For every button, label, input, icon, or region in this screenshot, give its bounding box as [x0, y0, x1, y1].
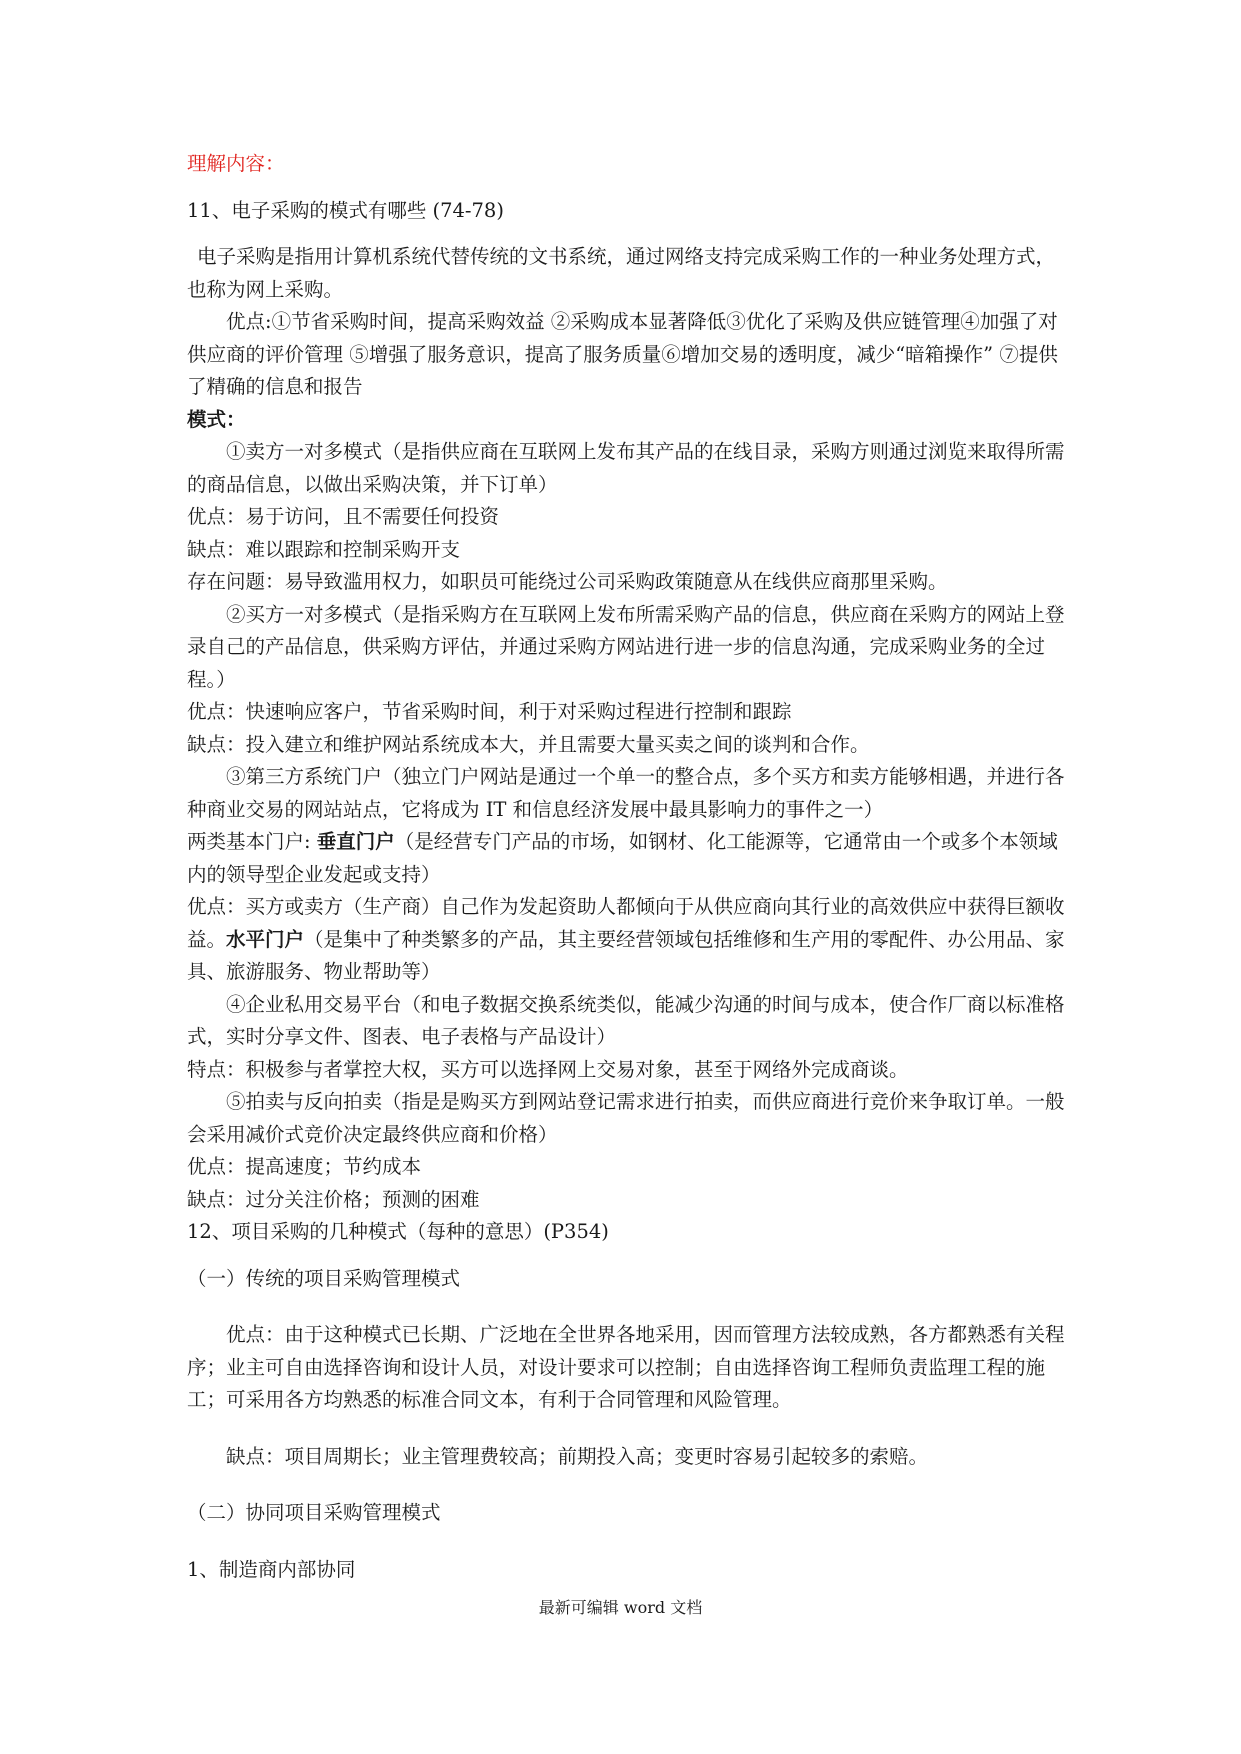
advantages-paragraph: 优点:①节省采购时间，提高采购效益 ②采购成本显著降低③优化了采购及供应链管理④加强了对供应商的评价管理 ⑤增强了服务意识，提高了服务质量⑥增加交易的透明度，减少“暗箱操作” ⑦提供了精确的信息和报告 — [187, 310, 1058, 398]
subsection-1: （一）传统的项目采购管理模式 — [187, 1266, 461, 1290]
vertical-portal-term: 垂直门户 — [316, 830, 395, 853]
mode-3-pros — [187, 891, 1067, 989]
mode-2: ②买方一对多模式（是指采购方在互联网上发布所需采购产品的信息，供应商在采购方的网站上登录自己的产品信息，供采购方评估，并通过采购方网站进行进一步的信息沟通，完成采购业务的全过程。） — [187, 602, 1065, 691]
mode-5-pros: 优点：提高速度；节约成本 — [187, 1155, 422, 1178]
subsection-1-cons: 缺点：项目周期长；业主管理费较高；前期投入高；变更时容易引起较多的索赔。 — [226, 1444, 929, 1468]
subsection-1-pros: 优点：由于这种模式已长期、广泛地在全世界各地采用，因而管理方法较成熟，各方都熟悉有关程序；业主可自由选择咨询和设计人员，对设计要求可以控制；自由选择咨询工程师负责监理工程的施工；可采用各方均熟悉的标准合同文本，有利于合同管理和风险管理。 — [187, 1323, 1065, 1411]
mode-2-pros: 优点：快速响应客户，节省采购时间，利于对采购过程进行控制和跟踪 — [187, 700, 792, 723]
page-footer: 最新可编辑 word 文档 — [538, 1598, 703, 1617]
mode-4-features: 特点：积极参与者掌控大权，买方可以选择网上交易对象，甚至于网络外完成商谈。 — [187, 1057, 909, 1081]
mode-1-cons: 缺点：难以跟踪和控制采购开支 — [187, 537, 461, 561]
intro-paragraph: 电子采购是指用计算机系统代替传统的文书系统，通过网络支持完成采购工作的一种业务处理方式，也称为网上采购。 — [187, 245, 1056, 301]
horizontal-portal-desc: （是集中了种类繁多的产品，其主要经营领域包括维修和生产用的零配件、办公用品、家具、旅游服务、物业帮助等） — [187, 927, 1065, 983]
portal-types-prefix: 两类基本门户: — [187, 830, 317, 853]
mode-5: ⑤拍卖与反向拍卖（指是是购买方到网站登记需求进行拍卖，而供应商进行竞价来争取订单。一般会采用减价式竞价决定最终供应商和价格） — [187, 1090, 1065, 1146]
question-12: 12、项目采购的几种模式（每种的意思）(P354) — [187, 1220, 609, 1243]
mode-5-cons: 缺点：过分关注价格；预测的困难 — [187, 1187, 480, 1211]
subsection-2: （二）协同项目采购管理模式 — [187, 1501, 441, 1524]
mode-3-portal-types — [187, 826, 1067, 891]
subsection-2-item-1: 1、制造商内部协同 — [187, 1557, 356, 1581]
mode-1: ①卖方一对多模式（是指供应商在互联网上发布其产品的在线目录，采购方则通过浏览来取得所需的商品信息，以做出采购决策，并下订单） — [187, 440, 1065, 496]
mode-2-cons: 缺点：投入建立和维护网站系统成本大，并且需要大量买卖之间的谈判和合作。 — [187, 732, 870, 756]
document-body — [187, 148, 1067, 1586]
mode-4: ④企业私用交易平台（和电子数据交换系统类似，能减少沟通的时间与成本，使合作厂商以标准格式，实时分享文件、图表、电子表格与产品设计） — [187, 992, 1065, 1048]
mode-1-issues: 存在问题：易导致滥用权力，如职员可能绕过公司采购政策随意从在线供应商那里采购。 — [187, 570, 948, 593]
modes-label: 模式： — [187, 407, 246, 431]
section-heading: 理解内容： — [187, 152, 285, 175]
vertical-portal-desc: （是经营专门产品的市场，如钢材、化工能源等，它通常由一个或多个本领域内的领导型企业发起或支持） — [187, 830, 1058, 886]
horizontal-portal-term: 水平门户 — [226, 927, 305, 951]
mode-1-pros: 优点：易于访问，且不需要任何投资 — [187, 505, 500, 528]
question-11: 11、电子采购的模式有哪些 (74-78) — [187, 198, 504, 222]
mode-3: ③第三方系统门户（独立门户网站是通过一个单一的整合点，多个买方和卖方能够相遇，并进行各种商业交易的网站站点，它将成为 IT 和信息经济发展中最具影响力的事件之一） — [187, 765, 1065, 821]
mode-3-pros-text: 优点：买方或卖方（生产商）自己作为发起资助人都倾向于从供应商向其行业的高效供应中获得巨额收益。 — [187, 895, 1065, 951]
